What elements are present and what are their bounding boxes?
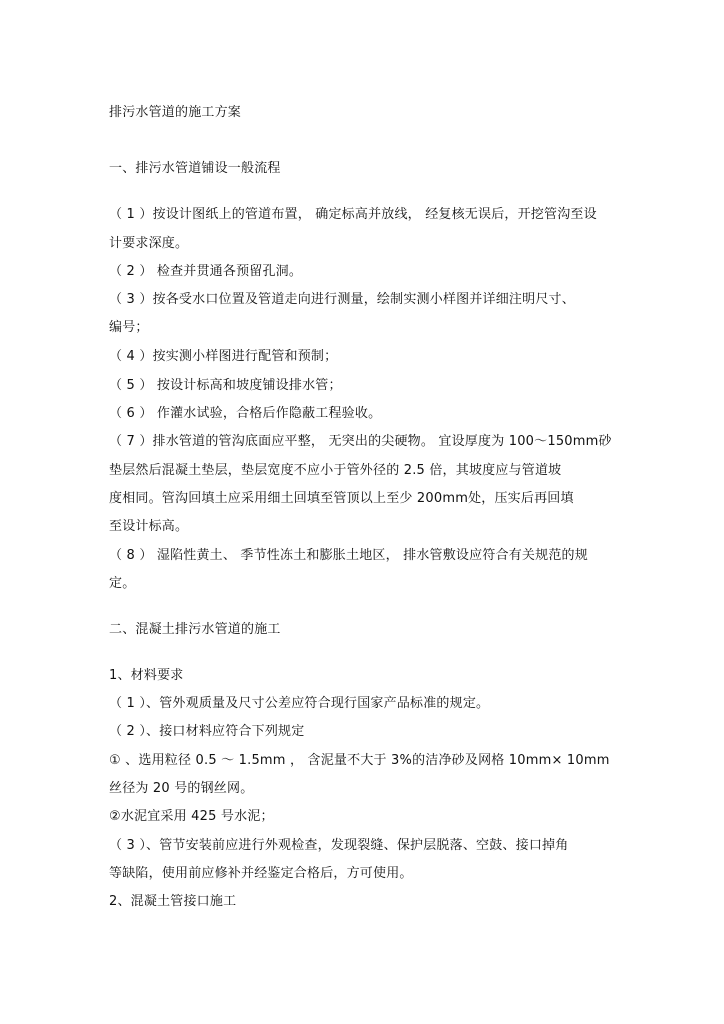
section-1-line-1: （ 1 ）按设计图纸上的管道布置， 确定标高并放线， 经复核无误后，开挖管沟至设 — [109, 207, 597, 222]
section-2-heading: 二、混凝土排污水管道的施工 — [109, 622, 281, 637]
section-2-line-5: ②水泥宜采用 425 号水泥； — [109, 809, 274, 824]
section-1-line-13: （ 8 ） 湿陷性黄土、 季节性冻土和膨胀土地区， 排水管敷设应符合有关规范的规 — [109, 548, 588, 563]
section-1-line-4: （ 3 ）按各受水口位置及管道走向进行测量，绘制实测小样图并详细注明尺寸、 — [109, 292, 575, 307]
section-1-line-2: 计要求深度。 — [109, 236, 189, 251]
subsection-1-heading: 1、材料要求 — [109, 668, 184, 683]
section-1-line-5: 编号； — [109, 320, 149, 335]
section-2-line-2: （ 2 ）、接口材料应符合下列规定 — [109, 724, 305, 739]
section-2-line-1: （ 1 ）、管外观质量及尺寸公差应符合现行国家产品标准的规定。 — [109, 696, 490, 711]
section-2-line-3: ① 、选用粒径 0.5 ～ 1.5mm ， 含泥量不大于 3%的洁净砂及网格 10mm× 10mm — [109, 753, 610, 768]
subsection-2-heading: 2、混凝土管接口施工 — [109, 894, 237, 909]
section-1-line-7: （ 5 ） 按设计标高和坡度铺设排水管； — [109, 378, 342, 393]
section-2-line-7: 等缺陷，使用前应修补并经鉴定合格后，方可使用。 — [109, 866, 413, 881]
section-2-line-6: （ 3 ）、管节安装前应进行外观检查，发现裂缝、保护层脱落、空鼓、接口掉角 — [109, 838, 569, 853]
section-1-line-12: 至设计标高。 — [109, 519, 189, 534]
document-title: 排污水管道的施工方案 — [109, 105, 242, 120]
section-1-line-8: （ 6 ） 作灌水试验，合格后作隐蔽工程验收。 — [109, 406, 382, 421]
section-1-line-3: （ 2 ） 检查并贯通各预留孔洞。 — [109, 264, 303, 279]
section-1-line-14: 定。 — [109, 576, 136, 591]
section-1-line-6: （ 4 ）按实测小样图进行配管和预制； — [109, 349, 338, 364]
section-1-heading: 一、排污水管道铺设一般流程 — [109, 161, 281, 176]
section-1-line-11: 度相同。管沟回填土应采用细土回填至管顶以上至少 200mm处，压实后再回填 — [109, 491, 574, 506]
section-2-line-4: 丝径为 20 号的钢丝网。 — [109, 781, 254, 796]
section-1-line-9: （ 7 ）排水管道的管沟底面应平整， 无突出的尖硬物。 宜设厚度为 100～150mm砂 — [109, 434, 612, 449]
section-1-line-10: 垫层然后混凝土垫层，垫层宽度不应小于管外径的 2.5 倍，其坡度应与管道坡 — [109, 463, 562, 478]
